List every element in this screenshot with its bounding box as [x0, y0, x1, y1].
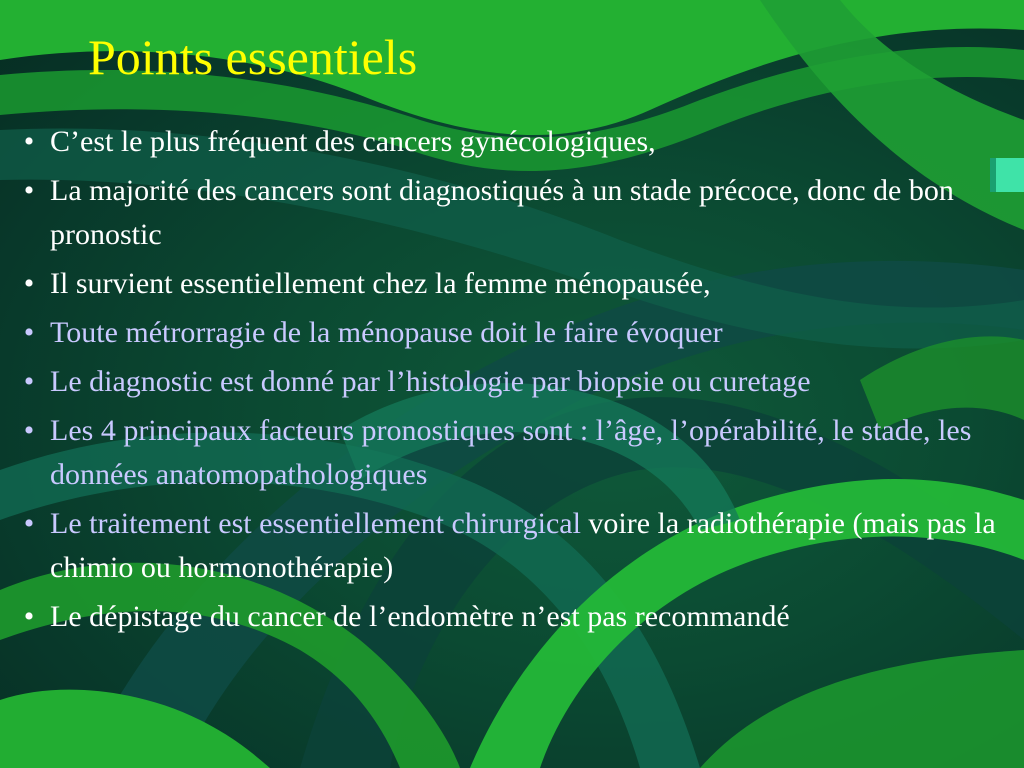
bullet-text: La majorité des cancers sont diagnostiqués à un stade précoce, donc de bon pronostic	[50, 174, 954, 251]
bullet-text: Les 4 principaux facteurs pronostiques sont : l’âge, l’opérabilité, le stade, les données anatomopathologiques	[50, 414, 972, 491]
bullet-text: Il survient essentiellement chez la femme ménopausée,	[50, 267, 711, 300]
bullet-dot-icon: •	[23, 507, 35, 540]
bullet-dot-icon: •	[23, 174, 35, 207]
bullet-text: voire la radiothérapie (mais pas la chimio ou hormonothérapie)	[50, 507, 996, 584]
bullet-dot-icon: •	[23, 267, 35, 300]
bullet-item	[14, 120, 1014, 164]
bullet-text: Le dépistage du cancer de l’endomètre n’est pas recommandé	[50, 600, 790, 633]
bullet-dot-icon: •	[23, 414, 35, 447]
bullet-dot-icon: •	[23, 125, 35, 158]
bullet-item	[14, 169, 1014, 257]
bullet-item	[14, 409, 1014, 497]
bullet-text: Le traitement est essentiellement chirurgical	[50, 507, 581, 540]
bullet-dot-icon: •	[23, 316, 35, 349]
bullet-text: C’est le plus fréquent des cancers gynécologiques,	[50, 125, 656, 158]
bullet-item	[14, 311, 1014, 355]
bullet-item	[14, 262, 1014, 306]
slide-title: Points essentiels	[88, 29, 418, 85]
bullet-list	[14, 120, 1014, 644]
bullet-item	[14, 360, 1014, 404]
bullet-item	[14, 595, 1014, 639]
bullet-dot-icon: •	[23, 600, 35, 633]
ribbon-green-right-bottom	[700, 650, 1024, 768]
bullet-text: Le diagnostic est donné par l’histologie par biopsie ou curetage	[50, 365, 811, 398]
bullet-text: Toute métrorragie de la ménopause doit le faire évoquer	[50, 316, 723, 349]
ribbon-green-bottom-left	[0, 690, 270, 768]
bullet-item	[14, 502, 1014, 590]
bullet-dot-icon: •	[23, 365, 35, 398]
